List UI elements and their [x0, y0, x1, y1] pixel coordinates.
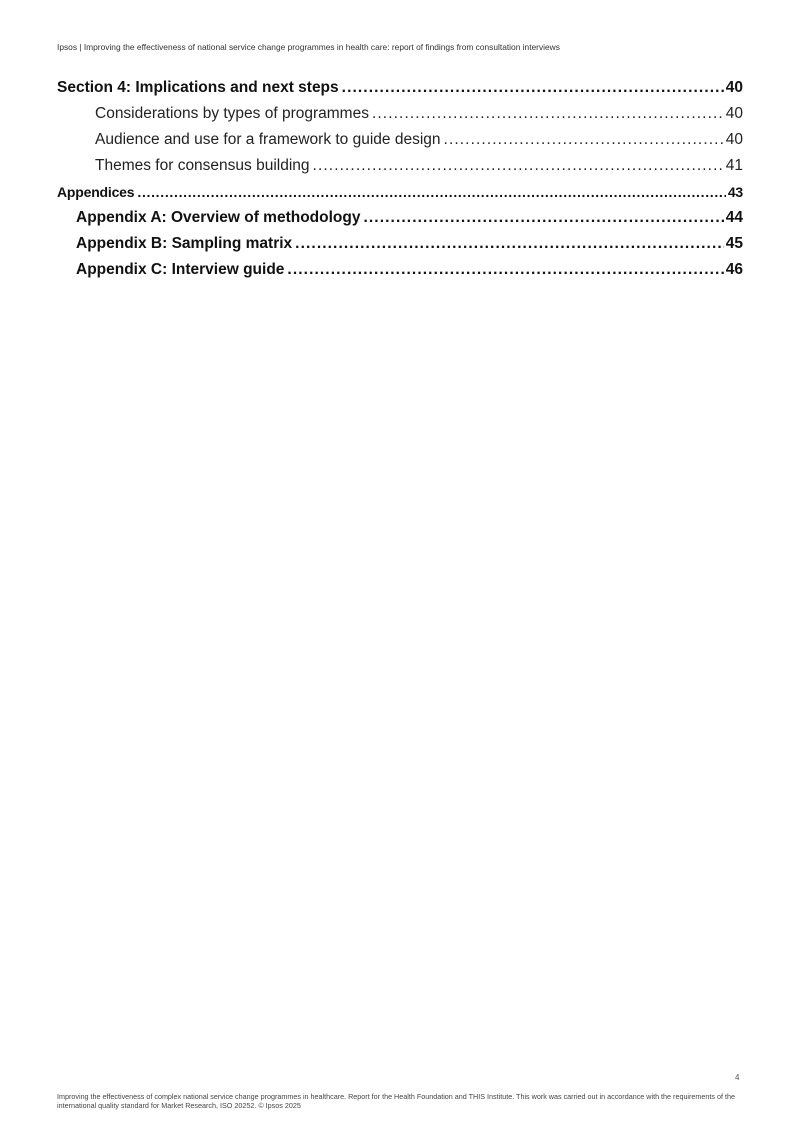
- toc-entry-section-4[interactable]: [57, 76, 743, 102]
- toc-entry-themes[interactable]: [57, 154, 743, 180]
- toc-entry-page: 46: [725, 261, 743, 278]
- toc-entry-audience[interactable]: [57, 128, 743, 154]
- toc-entry-page: 40: [725, 79, 743, 96]
- table-of-contents: [57, 76, 743, 284]
- toc-entry-page: 41: [725, 157, 743, 174]
- toc-entry-title: Considerations by types of programmes: [95, 105, 369, 122]
- toc-entry-appendix-c[interactable]: [57, 258, 743, 284]
- toc-entry-title: Appendix C: Interview guide: [76, 261, 285, 278]
- toc-entry-title: Appendices: [57, 184, 135, 200]
- toc-entry-appendix-b[interactable]: [57, 232, 743, 258]
- toc-entry-page: 45: [725, 235, 743, 252]
- toc-entry-page: 40: [725, 105, 743, 122]
- toc-leader-dots: [372, 102, 724, 126]
- toc-entry-title: Audience and use for a framework to guide design: [95, 131, 441, 148]
- toc-leader-dots: [137, 180, 725, 204]
- toc-entry-page: 43: [727, 184, 743, 200]
- toc-leader-dots: [342, 76, 724, 100]
- toc-entry-considerations[interactable]: [57, 102, 743, 128]
- toc-entry-title: Themes for consensus building: [95, 157, 310, 174]
- toc-entry-title: Section 4: Implications and next steps: [57, 79, 339, 96]
- toc-entry-page: 40: [725, 131, 743, 148]
- toc-leader-dots: [444, 128, 724, 152]
- toc-leader-dots: [363, 206, 723, 230]
- toc-entry-title: Appendix B: Sampling matrix: [76, 235, 293, 252]
- running-header: Ipsos | Improving the effectiveness of national service change programmes in health care: report of findings from consultation interviews: [57, 42, 560, 52]
- page-footer: Improving the effectiveness of complex national service change programmes in healthcare. Report for the Health Foundation and THIS Institute. This work was carried out in accordance with the requirements of the international quality standard for Market Research, ISO 20252. © Ipsos 2025: [57, 1092, 735, 1110]
- toc-entry-title: Appendix A: Overview of methodology: [76, 209, 361, 226]
- toc-leader-dots: [287, 258, 723, 282]
- page-number: 4: [735, 1073, 740, 1082]
- toc-leader-dots: [313, 154, 724, 178]
- toc-entry-appendices[interactable]: [57, 180, 743, 206]
- toc-entry-appendix-a[interactable]: [57, 206, 743, 232]
- toc-entry-page: 44: [725, 209, 743, 226]
- toc-leader-dots: [295, 232, 724, 256]
